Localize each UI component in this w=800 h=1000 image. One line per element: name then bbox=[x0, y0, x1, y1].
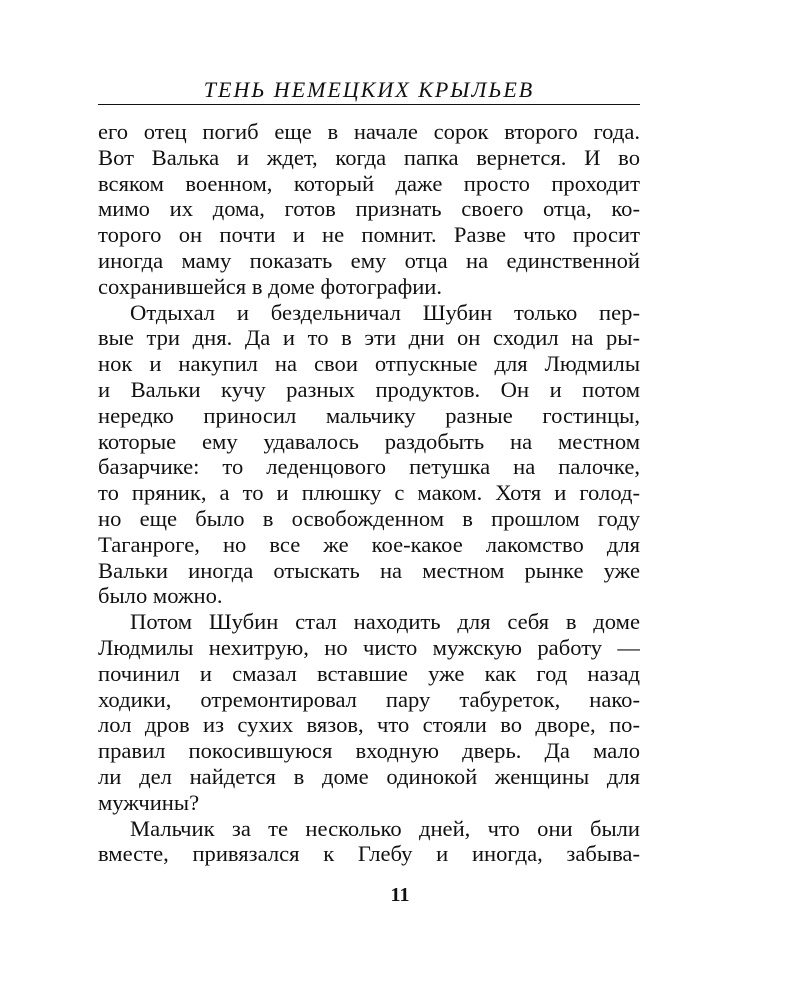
text-line: Вальки иногда отыскать на местном рынке уже bbox=[98, 557, 640, 583]
text-line: вые три дня. Да и то в эти дни он сходил на ры- bbox=[98, 325, 640, 351]
text-line: было можно. bbox=[98, 583, 223, 609]
text-line: нок и накупил на свои отпускные для Людмилы bbox=[98, 351, 640, 377]
paragraph-start-line: Мальчик за те несколько дней, что они были bbox=[130, 815, 640, 841]
text-line: торого он почти и не помнит. Разве что просит bbox=[98, 222, 640, 248]
text-line: нередко приносил мальчику разные гостинцы, bbox=[98, 402, 640, 428]
body-text bbox=[98, 119, 640, 867]
text-line: ходики, отремонтировал пару табуреток, нако- bbox=[98, 686, 640, 712]
text-line: починил и смазал вставшие уже как год назад bbox=[98, 660, 640, 686]
text-line: лол дров из сухих вязов, что стояли во дворе, по- bbox=[98, 712, 640, 738]
text-line: но еще было в освобожденном в прошлом году bbox=[98, 505, 640, 531]
paragraph-start-line: Отдыхал и бездельничал Шубин только пер- bbox=[130, 299, 640, 325]
text-line: мужчины? bbox=[98, 789, 200, 815]
text-line: которые ему удавалось раздобыть на местном bbox=[98, 428, 640, 454]
page-number: 11 bbox=[390, 884, 410, 906]
text-line: базарчике: то леденцового петушка на палочке, bbox=[98, 454, 640, 480]
text-line: его отец погиб еще в начале сорок второго года. bbox=[98, 119, 640, 144]
text-line: правил покосившуюся входную дверь. Да мало bbox=[98, 738, 640, 764]
text-line: всяком военном, который даже просто проходит bbox=[98, 170, 640, 196]
paragraph-start-line: Потом Шубин стал находить для себя в доме bbox=[130, 609, 640, 635]
text-line: то пряник, а то и плюшку с маком. Хотя и голод- bbox=[98, 480, 640, 506]
text-line: и Вальки кучу разных продуктов. Он и потом bbox=[98, 376, 640, 402]
text-line: сохранившейся в доме фотографии. bbox=[98, 273, 443, 299]
book-page bbox=[98, 70, 640, 867]
text-line: Таганроге, но все же кое-какое лакомство для bbox=[98, 531, 640, 557]
text-line: Вот Валька и ждет, когда папка вернется. И во bbox=[98, 144, 640, 170]
text-line: Людмилы нехитрую, но чисто мужскую работу — bbox=[98, 634, 640, 660]
text-line: вместе, привязался к Глебу и иногда, забыва- bbox=[98, 841, 640, 867]
running-title: ТЕНЬ НЕМЕЦКИХ КРЫЛЬЕВ bbox=[203, 77, 535, 102]
text-line: ли дел найдется в доме одинокой женщины для bbox=[98, 763, 640, 789]
text-line: мимо их дома, готов признать своего отца, ко- bbox=[98, 196, 640, 222]
header-rule bbox=[98, 104, 640, 105]
text-line: иногда маму показать ему отца на единственной bbox=[98, 247, 640, 273]
